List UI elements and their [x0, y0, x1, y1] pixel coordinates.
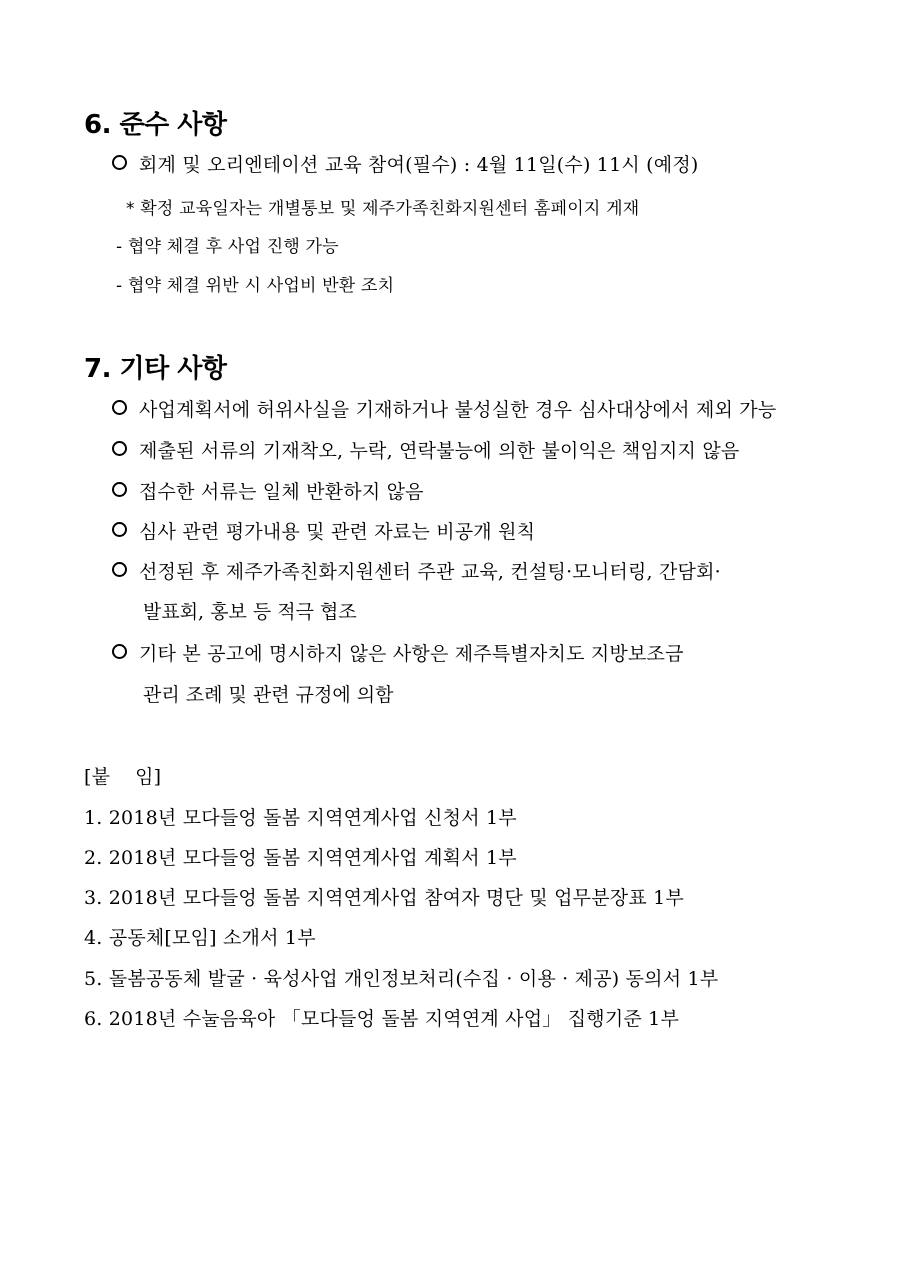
section-6-dash-2: - 협약 체결 위반 시 사업비 반환 조치 — [116, 276, 395, 296]
attachments-label: [붙 임] — [84, 766, 162, 788]
section-7-bullet-3 — [112, 477, 424, 504]
section-7-bullet-1 — [112, 395, 776, 422]
attachment-item-5: 5. 돌봄공동체 발굴 · 육성사업 개인정보처리(수집 · 이용 · 제공) 동의서 1부 — [84, 968, 719, 990]
attachment-item-6: 6. 2018년 수눌음육아 「모다들엉 돌봄 지역연계 사업」 집행기준 1부 — [84, 1008, 680, 1030]
attachment-item-3: 3. 2018년 모다들엉 돌봄 지역연계사업 참여자 명단 및 업무분장표 1부 — [84, 887, 684, 909]
section-7-title: 7. 기타 사항 — [84, 354, 227, 384]
circle-bullet-icon — [112, 644, 127, 659]
section-7-bullet-6-continuation: 관리 조례 및 관련 규정에 의함 — [143, 684, 394, 706]
section-7-bullet-2-text: 제출된 서류의 기재착오, 누락, 연락불능에 의한 불이익은 책임지지 않음 — [139, 440, 740, 462]
section-7-bullet-4 — [112, 517, 535, 544]
section-7-bullet-5 — [112, 557, 721, 584]
section-6-bullet-text: 회계 및 오리엔테이션 교육 참여(필수) : 4월 11일(수) 11시 (예정) — [139, 154, 699, 176]
attachment-item-4: 4. 공동체[모임] 소개서 1부 — [84, 927, 316, 949]
circle-bullet-icon — [112, 522, 127, 537]
circle-bullet-icon — [112, 400, 127, 415]
section-7-bullet-3-text: 접수한 서류는 일체 반환하지 않음 — [139, 481, 424, 503]
circle-bullet-icon — [112, 441, 127, 456]
circle-bullet-icon — [112, 155, 127, 170]
section-6-title: 6. 준수 사항 — [84, 110, 227, 140]
section-7-bullet-4-text: 심사 관련 평가내용 및 관련 자료는 비공개 원칙 — [139, 521, 536, 543]
section-7-bullet-5-continuation: 발표회, 홍보 등 적극 협조 — [143, 601, 357, 623]
section-6-bullet — [112, 150, 699, 177]
section-7-bullet-6 — [112, 639, 684, 666]
circle-bullet-icon — [112, 562, 127, 577]
section-7-bullet-1-text: 사업계획서에 허위사실을 기재하거나 불성실한 경우 심사대상에서 제외 가능 — [139, 399, 777, 421]
section-6-note: * 확정 교육일자는 개별통보 및 제주가족친화지원센터 홈페이지 게재 — [126, 199, 640, 219]
section-7-bullet-2 — [112, 436, 739, 463]
attachment-item-2: 2. 2018년 모다들엉 돌봄 지역연계사업 계획서 1부 — [84, 847, 517, 869]
attachment-item-1: 1. 2018년 모다들엉 돌봄 지역연계사업 신청서 1부 — [84, 807, 517, 829]
section-7-bullet-6-text: 기타 본 공고에 명시하지 않은 사항은 제주특별자치도 지방보조금 — [139, 643, 684, 665]
circle-bullet-icon — [112, 482, 127, 497]
section-6-dash-1: - 협약 체결 후 사업 진행 가능 — [116, 237, 339, 257]
section-7-bullet-5-text: 선정된 후 제주가족친화지원센터 주관 교육, 컨설팅·모니터링, 간담회· — [139, 561, 721, 583]
